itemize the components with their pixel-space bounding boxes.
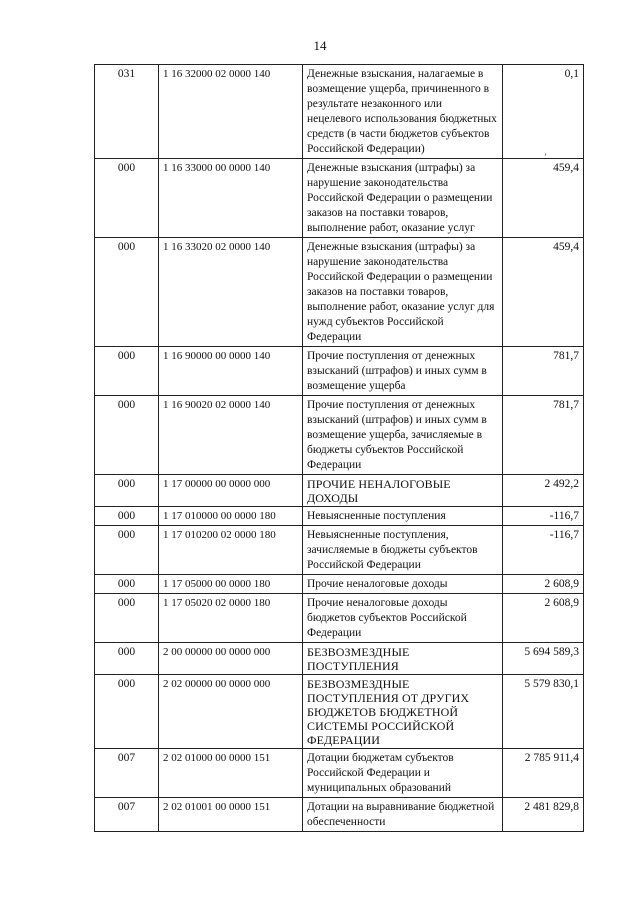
classification-code-cell: 1 16 33020 02 0000 140 xyxy=(159,238,303,347)
classification-code-cell: 2 02 00000 00 0000 000 xyxy=(159,675,303,749)
scan-speck: ʼ xyxy=(544,152,547,162)
amount-cell: 2 492,2 xyxy=(503,475,584,507)
admin-code-cell: 000 xyxy=(95,575,159,594)
page-number: 14 xyxy=(313,38,327,53)
amount-cell: 459,4 xyxy=(503,159,584,238)
admin-code-cell: 007 xyxy=(95,749,159,798)
amount-cell: 2 481 829,8 xyxy=(503,798,584,832)
table-row xyxy=(95,594,584,643)
admin-code-cell: 000 xyxy=(95,507,159,526)
revenue-name-cell: Денежные взыскания (штрафы) за нарушение законодательства Российской Федерации о размещении заказов на поставки товаров, выполнение работ, оказание услуг xyxy=(303,159,503,238)
amount-cell: 459,4 xyxy=(503,238,584,347)
table-row xyxy=(95,798,584,832)
admin-code-cell: 000 xyxy=(95,159,159,238)
table-row xyxy=(95,749,584,798)
admin-code-cell: 000 xyxy=(95,526,159,575)
table-row xyxy=(95,575,584,594)
revenue-name-cell: Прочие неналоговые доходы бюджетов субъектов Российской Федерации xyxy=(303,594,503,643)
revenue-name-cell: Дотации на выравнивание бюджетной обеспеченности xyxy=(303,798,503,832)
revenue-name-cell: Дотации бюджетам субъектов Российской Федерации и муниципальных образований xyxy=(303,749,503,798)
amount-cell: 2 608,9 xyxy=(503,594,584,643)
classification-code-cell: 2 02 01001 00 0000 151 xyxy=(159,798,303,832)
table-row xyxy=(95,475,584,507)
admin-code-cell: 000 xyxy=(95,238,159,347)
classification-code-cell: 1 16 90000 00 0000 140 xyxy=(159,347,303,396)
budget-revenue-table xyxy=(94,64,584,832)
revenue-name-cell: Прочие поступления от денежных взысканий (штрафов) и иных сумм в возмещение ущерба xyxy=(303,347,503,396)
revenue-name-cell: Невыясненные поступления, зачисляемые в бюджеты субъектов Российской Федерации xyxy=(303,526,503,575)
classification-code-cell: 2 00 00000 00 0000 000 xyxy=(159,643,303,675)
classification-code-cell: 1 17 00000 00 0000 000 xyxy=(159,475,303,507)
table-row xyxy=(95,526,584,575)
revenue-name-cell: Невыясненные поступления xyxy=(303,507,503,526)
table-row xyxy=(95,396,584,475)
revenue-name-cell: Денежные взыскания, налагаемые в возмещение ущерба, причиненного в результате незаконного или нецелевого использования бюджетных средств (в части бюджетов субъектов Российской Федерации) xyxy=(303,65,503,159)
admin-code-cell: 000 xyxy=(95,396,159,475)
amount-cell: -116,7 xyxy=(503,526,584,575)
amount-cell: 5 694 589,3 xyxy=(503,643,584,675)
amount-cell: 2 608,9 xyxy=(503,575,584,594)
classification-code-cell: 1 16 33000 00 0000 140 xyxy=(159,159,303,238)
classification-code-cell: 1 16 90020 02 0000 140 xyxy=(159,396,303,475)
classification-code-cell: 2 02 01000 00 0000 151 xyxy=(159,749,303,798)
revenue-name-cell: ПРОЧИЕ НЕНАЛОГОВЫЕ ДОХОДЫ xyxy=(303,475,503,507)
table-body xyxy=(95,65,584,832)
admin-code-cell: 000 xyxy=(95,347,159,396)
table-row xyxy=(95,65,584,159)
admin-code-cell: 000 xyxy=(95,475,159,507)
revenue-name-cell: Прочие поступления от денежных взысканий (штрафов) и иных сумм в возмещение ущерба, зачисляемые в бюджеты субъектов Российской Федерации xyxy=(303,396,503,475)
table-row xyxy=(95,507,584,526)
amount-cell: 781,7 xyxy=(503,396,584,475)
admin-code-cell: 007 xyxy=(95,798,159,832)
classification-code-cell: 1 17 010000 00 0000 180 xyxy=(159,507,303,526)
classification-code-cell: 1 17 05000 00 0000 180 xyxy=(159,575,303,594)
revenue-name-cell: БЕЗВОЗМЕЗДНЫЕ ПОСТУПЛЕНИЯ ОТ ДРУГИХ БЮДЖЕТОВ БЮДЖЕТНОЙ СИСТЕМЫ РОССИЙСКОЙ ФЕДЕРАЦИИ xyxy=(303,675,503,749)
revenue-name-cell: Прочие неналоговые доходы xyxy=(303,575,503,594)
amount-cell: 0,1 xyxy=(503,65,584,159)
table-row xyxy=(95,675,584,749)
amount-cell: 5 579 830,1 xyxy=(503,675,584,749)
revenue-name-cell: БЕЗВОЗМЕЗДНЫЕ ПОСТУПЛЕНИЯ xyxy=(303,643,503,675)
revenue-name-cell: Денежные взыскания (штрафы) за нарушение законодательства Российской Федерации о размещении заказов на поставки товаров, выполнение работ, оказание услуг для нужд субъектов Российской Федерации xyxy=(303,238,503,347)
classification-code-cell: 1 17 05020 02 0000 180 xyxy=(159,594,303,643)
table-row xyxy=(95,159,584,238)
classification-code-cell: 1 17 010200 02 0000 180 xyxy=(159,526,303,575)
table-row xyxy=(95,347,584,396)
admin-code-cell: 031 xyxy=(95,65,159,159)
amount-cell: 2 785 911,4 xyxy=(503,749,584,798)
table-row xyxy=(95,238,584,347)
amount-cell: 781,7 xyxy=(503,347,584,396)
classification-code-cell: 1 16 32000 02 0000 140 xyxy=(159,65,303,159)
admin-code-cell: 000 xyxy=(95,675,159,749)
table-row xyxy=(95,643,584,675)
admin-code-cell: 000 xyxy=(95,594,159,643)
admin-code-cell: 000 xyxy=(95,643,159,675)
amount-cell: -116,7 xyxy=(503,507,584,526)
